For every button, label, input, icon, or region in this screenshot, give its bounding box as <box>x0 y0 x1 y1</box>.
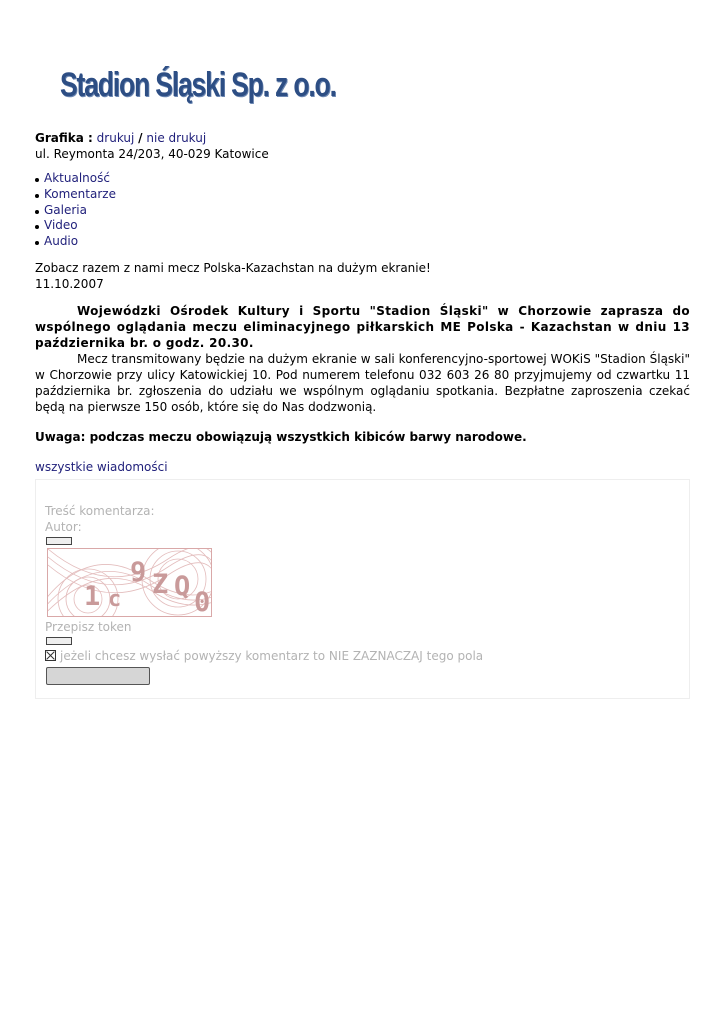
spam-checkbox[interactable] <box>45 650 56 661</box>
captcha-char: 9 <box>130 556 147 588</box>
captcha-char: Z <box>152 568 169 600</box>
menu-item-audio <box>35 234 690 250</box>
menu-link-komentarze[interactable]: Komentarze <box>44 186 116 201</box>
site-logo: Stadion Śląski Sp. z o.o. <box>60 66 336 104</box>
spam-checkbox-label: jeżeli chcesz wysłać powyższy komentarz to NIE ZAZNACZAJ tego pola <box>60 648 484 663</box>
menu-item-video <box>35 218 690 234</box>
submit-button[interactable] <box>46 667 150 685</box>
no-print-link[interactable]: nie drukuj <box>146 131 207 145</box>
menu-link-aktualnosc[interactable]: Aktualność <box>44 171 110 185</box>
captcha-char: 1 <box>84 580 101 612</box>
all-news-link[interactable]: wszystkie wiadomości <box>35 459 168 474</box>
news-body <box>35 303 690 415</box>
menu-link-galeria[interactable]: Galeria <box>44 202 87 217</box>
news-lead: Wojewódzki Ośrodek Kultury i Sportu "Stadion Śląski" w Chorzowie zaprasza do wspólnego oglądania meczu eliminacyjnego piłkarskich ME Polska - Kazachstan w dniu 13 października br. o godz. 20.30. <box>35 303 690 350</box>
token-input[interactable] <box>46 637 72 645</box>
captcha-char: Q <box>174 570 191 602</box>
author-label: Autor: <box>45 519 82 534</box>
captcha-image <box>47 548 212 617</box>
menu-link-audio[interactable]: Audio <box>44 234 79 249</box>
news-title: Zobacz razem z nami mecz Polska-Kazachstan na dużym ekranie! <box>35 260 431 275</box>
menu-link-video[interactable]: Video <box>44 218 78 233</box>
spam-check-row <box>45 648 483 664</box>
token-label: Przepisz token <box>45 619 132 634</box>
menu-item-aktualnosc <box>35 171 690 187</box>
news-warning: Uwaga: podczas meczu obowiązują wszystkich kibiców barwy narodowe. <box>35 429 527 444</box>
menu-item-galeria <box>35 203 690 219</box>
menu-item-komentarze <box>35 187 690 203</box>
main-content <box>35 130 690 699</box>
graphics-label: Grafika : <box>35 131 93 145</box>
graphics-separator: / <box>138 131 143 145</box>
news-date: 11.10.2007 <box>35 276 104 291</box>
news-paragraph: Mecz transmitowany będzie na dużym ekranie w sali konferencyjno-sportowej WOKiS "Stadion Śląski" w Chorzowie przy ulicy Katowickiej 10. Pod numerem telefonu 032 603 26 80 przyjmujemy od czwartku 11 października br. zgłoszenia do udziału we wspólnym oglądaniu spotkania. Bezpłatne zaproszenia czekać będą na pierwsze 150 osób, które się do Nas dodzwonią. <box>35 351 690 414</box>
captcha-char: 0 <box>194 586 211 617</box>
comment-form <box>35 479 690 699</box>
section-menu <box>35 171 690 250</box>
comment-content-label: Treść komentarza: <box>45 503 155 518</box>
print-link[interactable]: drukuj <box>96 131 135 145</box>
captcha-char: c <box>108 586 122 612</box>
graphics-toggle <box>35 130 690 146</box>
author-input[interactable] <box>46 537 72 545</box>
address: ul. Reymonta 24/203, 40-029 Katowice <box>35 147 269 161</box>
